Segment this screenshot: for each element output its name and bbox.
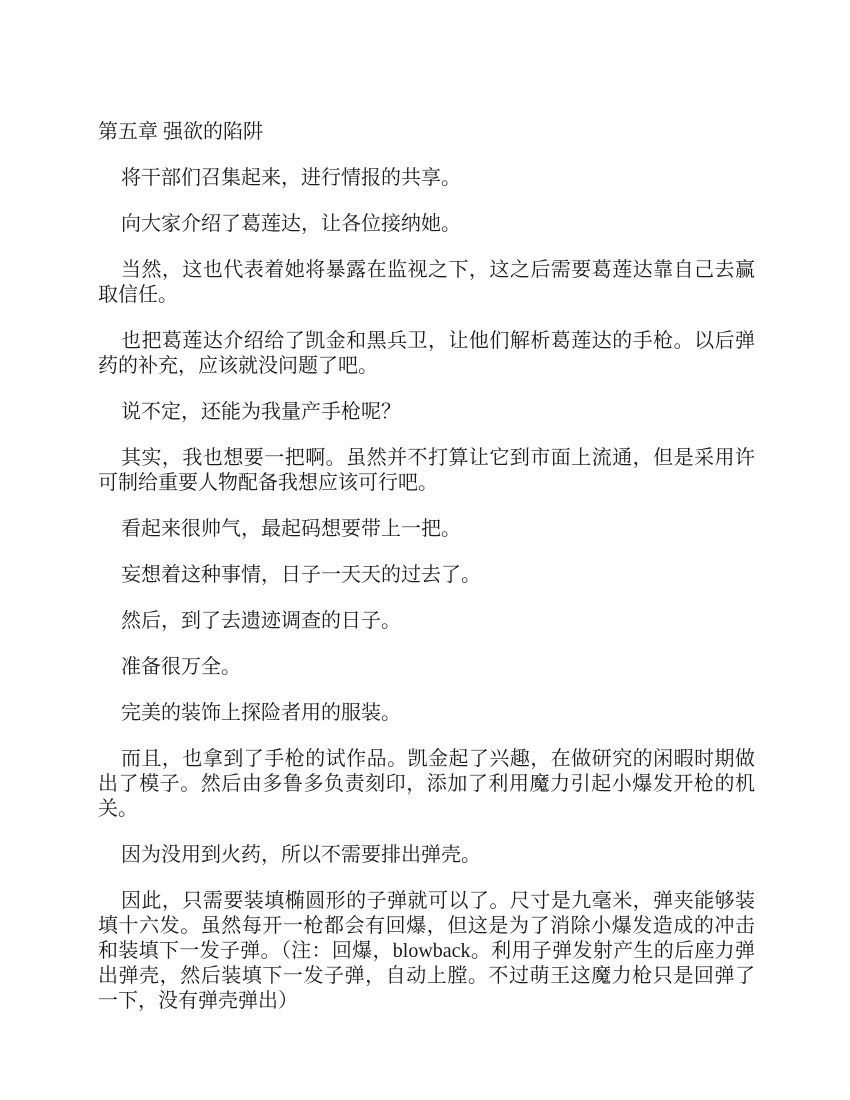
paragraph: 然后，到了去遗迹调查的日子。 [121, 610, 401, 632]
paragraph: 而且，也拿到了手枪的试作品。凯金起了兴趣，在做研究的闲暇时期做出了模子。然后由多鲁多负责刻印，添加了利用魔力引起小爆发开枪的机关。 [98, 748, 755, 820]
paragraph: 当然，这也代表着她将暴露在监视之下，这之后需要葛莲达靠自己去赢取信任。 [98, 259, 755, 306]
paragraph: 完美的装饰上探险者用的服装。 [121, 702, 401, 724]
paragraph: 妄想着这种事情，日子一天天的过去了。 [121, 564, 481, 586]
paragraph: 说不定，还能为我量产手枪呢？ [121, 401, 401, 423]
paragraph: 也把葛莲达介绍给了凯金和黑兵卫，让他们解析葛莲达的手枪。以后弹药的补充，应该就没问题了吧。 [98, 330, 755, 377]
chapter-title: 第五章 强欲的陷阱 [98, 121, 263, 143]
chapter-content [98, 120, 755, 1014]
paragraph: 其实，我也想要一把啊。虽然并不打算让它到市面上流通，但是采用许可制给重要人物配备我想应该可行吧。 [98, 447, 755, 494]
paragraph: 因为没用到火药，所以不需要排出弹壳。 [121, 844, 481, 866]
paragraph: 向大家介绍了葛莲达，让各位接纳她。 [121, 213, 461, 235]
paragraph: 因此，只需要装填椭圆形的子弹就可以了。尺寸是九毫米，弹夹能够装填十六发。虽然每开一枪都会有回爆，但这是为了消除小爆发造成的冲击和装填下一发子弹。（注：回爆，blowback。利用子弹发射产生的后座力弹出弹壳，然后装填下一发子弹，自动上膛。不过萌王这魔力枪只是回弹了一下，没有弹壳弹出） [98, 890, 755, 1012]
paragraph: 看起来很帅气，最起码想要带上一把。 [121, 518, 461, 540]
paragraph: 将干部们召集起来，进行情报的共享。 [121, 167, 461, 189]
paragraph: 准备很万全。 [121, 656, 241, 678]
